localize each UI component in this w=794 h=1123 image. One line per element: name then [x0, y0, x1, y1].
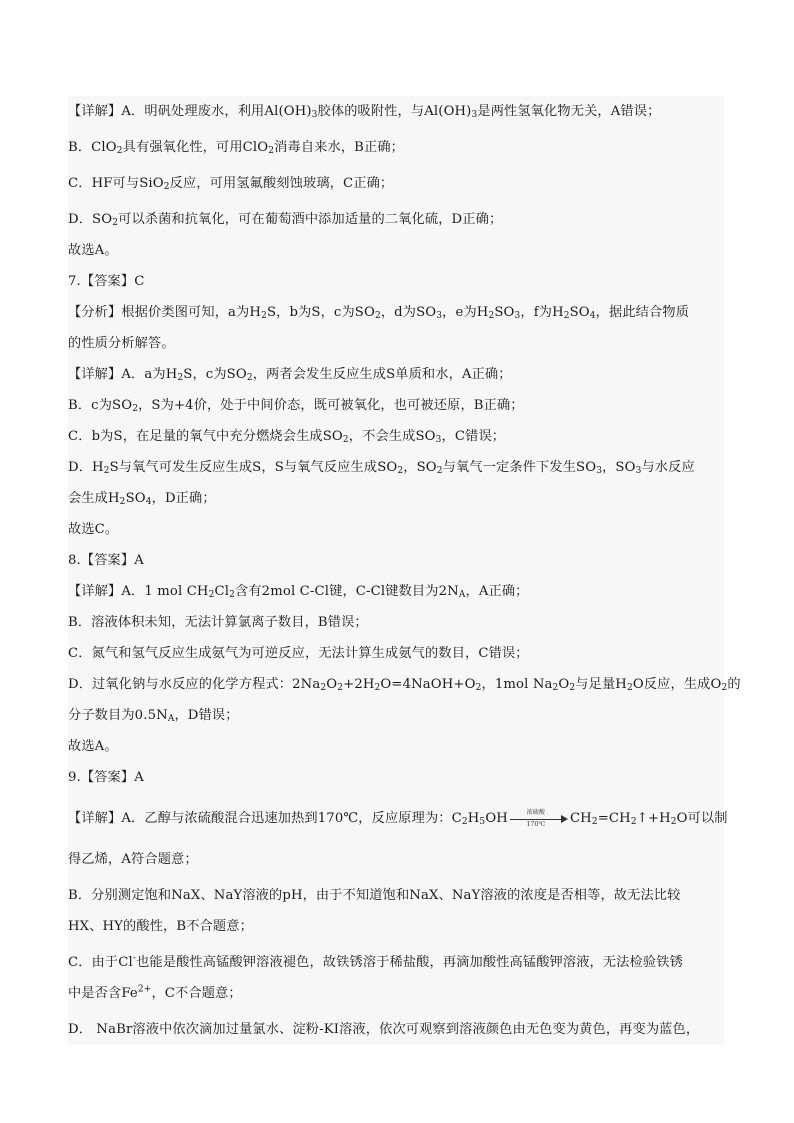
- subscript: 2: [342, 435, 349, 445]
- superscript: -: [132, 953, 137, 964]
- subscript: 2: [721, 683, 728, 693]
- text-line: [68, 607, 724, 638]
- text-segment: B．ClO: [68, 140, 117, 155]
- subscript: 2: [461, 817, 468, 827]
- text-segment: D．过氧化钠与水反应的化学方程式：2Na: [68, 677, 321, 692]
- subscript: 3: [596, 466, 603, 476]
- subscript: 2: [119, 497, 126, 507]
- text-segment: +2H: [343, 677, 375, 692]
- text-segment: 具有强氧化性，可用ClO: [122, 140, 269, 155]
- text-segment: SO: [569, 305, 590, 320]
- text-line: [68, 638, 724, 669]
- subscript: 2: [374, 683, 381, 693]
- text-segment: 与足量H: [575, 677, 627, 692]
- text-line: [68, 132, 724, 163]
- text-segment: D． NaBr溶液中依次滴加过量氯水、淀粉-KI溶液，依次可观察到溶液颜色由无色变为黄色，再变为蓝色，: [68, 1022, 700, 1037]
- text-segment: 7.【答案】C: [68, 274, 145, 289]
- text-segment: 【详解】A．乙醇与浓硫酸混合迅速加热到170℃，反应原理为：C: [68, 811, 462, 826]
- subscript: A: [458, 590, 466, 600]
- text-segment: 消毒自来水，B正确；: [274, 140, 405, 155]
- text-segment: SO: [494, 305, 515, 320]
- subscript: 2: [569, 683, 576, 693]
- text-segment: 8.【答案】A: [68, 553, 144, 568]
- subscript: 3: [514, 311, 521, 321]
- text-segment: SO: [125, 491, 146, 506]
- subscript: 2: [670, 817, 677, 827]
- text-segment: 也能是酸性高锰酸钾溶液褪色，故铁锈溶于稀盐酸，再滴加酸性高锰酸钾溶液，无法检验铁锈: [136, 955, 683, 970]
- text-segment: 的: [727, 677, 741, 692]
- text-line: [68, 731, 724, 762]
- text-segment: C．HF可与SiO: [68, 176, 164, 191]
- subscript: A: [167, 714, 175, 724]
- text-segment: B．溶液体积未知，无法计算氯离子数目，B错误；: [68, 615, 368, 630]
- text-segment: 【详解】A．1 mol CH: [68, 584, 209, 599]
- subscript: 2: [337, 683, 344, 693]
- subscript: 3: [436, 311, 443, 321]
- subscript: 4: [589, 311, 596, 321]
- subscript: 2: [208, 590, 215, 600]
- text-segment: O可以制: [676, 811, 728, 826]
- subscript: 2: [488, 311, 495, 321]
- text-segment: 反应，可用氢氟酸刻蚀玻璃，C正确；: [169, 176, 394, 191]
- text-segment: O: [558, 677, 570, 692]
- subscript: 2: [261, 311, 267, 321]
- text-line: [68, 947, 724, 978]
- subscript: 2: [246, 373, 253, 383]
- text-line: [68, 880, 724, 911]
- subscript: 2: [177, 373, 184, 383]
- text-segment: ，d为SO: [380, 305, 437, 320]
- text-segment: Cl: [214, 584, 230, 599]
- subscript: 3: [435, 435, 442, 445]
- text-line: [68, 96, 724, 127]
- text-segment: OH: [485, 811, 508, 826]
- text-line: [68, 844, 724, 875]
- text-segment: C．氮气和氢气反应生成氨气为可逆反应，无法计算生成氨气的数目，C错误；: [68, 646, 529, 661]
- reaction-arrow-icon: [510, 808, 568, 828]
- text-segment: ，D错误；: [174, 708, 239, 723]
- text-segment: C．由于Cl: [68, 955, 133, 970]
- text-line: [68, 359, 724, 390]
- subscript: 2: [397, 466, 404, 476]
- text-line: [68, 390, 724, 421]
- text-segment: 含有2mol C-Cl键，C-Cl键数目为2N: [234, 584, 459, 599]
- text-segment: 故选A。: [68, 243, 118, 258]
- text-segment: 中是否含Fe: [68, 986, 138, 1001]
- text-line: [68, 911, 724, 942]
- document-body: [68, 96, 741, 1045]
- text-segment: ，C错误；: [441, 429, 506, 444]
- text-segment: 与水反应: [641, 460, 695, 475]
- subscript: 3: [471, 110, 478, 120]
- text-line: [68, 669, 741, 700]
- text-line: [68, 978, 724, 1009]
- text-segment: S，b为S，c为SO: [266, 305, 375, 320]
- text-segment: 与氧气一定条件下发生SO: [442, 460, 597, 475]
- subscript: 3: [635, 466, 642, 476]
- text-segment: 【详解】A．a为H: [68, 367, 178, 382]
- text-segment: ，SO: [602, 460, 636, 475]
- subscript: 2: [112, 218, 119, 228]
- text-segment: =CH: [597, 811, 631, 826]
- text-segment: 故选A。: [68, 739, 118, 754]
- subscript: 2: [563, 311, 570, 321]
- text-segment: 故选C。: [68, 522, 119, 537]
- text-segment: S与氧气可发生反应生成S，S与氧气反应生成SO: [109, 460, 398, 475]
- text-segment: HX、HY的酸性，B不合题意；: [68, 919, 253, 934]
- text-line: [68, 700, 724, 731]
- text-line: [68, 328, 724, 359]
- subscript: 2: [591, 817, 598, 827]
- arrow-condition-above: 浓硫酸: [526, 808, 546, 816]
- subscript: 2: [268, 146, 275, 156]
- text-line: [68, 483, 724, 514]
- text-segment: ，C不合题意；: [151, 986, 242, 1001]
- subscript: 2: [374, 311, 381, 321]
- subscript: 2: [436, 466, 443, 476]
- text-line: [68, 204, 724, 235]
- subscript: 2: [475, 683, 482, 693]
- text-segment: C．b为S，在足量的氧气中充分燃烧会生成SO: [68, 429, 343, 444]
- text-segment: 会生成H: [68, 491, 120, 506]
- text-segment: ，据此结合物质: [595, 305, 690, 320]
- text-segment: 9.【答案】A: [68, 770, 144, 785]
- text-segment: B．分别测定饱和NaX、NaY溶液的pH，由于不知道饱和NaX、NaY溶液的浓度是否相等，故无法比较: [68, 888, 681, 903]
- text-segment: 可以杀菌和抗氧化，可在葡萄酒中添加适量的二氧化硫，D正确；: [118, 212, 503, 227]
- subscript: 2: [103, 466, 110, 476]
- text-line: [68, 803, 728, 834]
- text-segment: D．H: [68, 460, 104, 475]
- answer-heading: [68, 762, 724, 793]
- subscript: 2: [163, 182, 170, 192]
- text-segment: ，SO: [403, 460, 437, 475]
- text-segment: ，D正确；: [151, 491, 216, 506]
- text-line: [68, 576, 724, 607]
- subscript: 4: [145, 497, 152, 507]
- text-segment: B．c为SO: [68, 398, 133, 413]
- text-segment: ，f为H: [520, 305, 564, 320]
- answer-heading: [68, 266, 724, 297]
- text-line: [68, 1014, 724, 1045]
- text-segment: 得乙烯，A符合题意；: [68, 852, 198, 867]
- subscript: 2: [552, 683, 559, 693]
- subscript: 5: [479, 817, 486, 827]
- text-line: [68, 168, 724, 199]
- text-segment: 是两性氢氧化物无关，A错误；: [477, 104, 661, 119]
- text-segment: O=4NaOH+O: [380, 677, 476, 692]
- text-segment: ↑+H: [636, 811, 671, 826]
- subscript: 2: [320, 683, 327, 693]
- subscript: 2: [229, 590, 235, 600]
- text-segment: ，两者会发生反应生成S单质和水，A正确；: [252, 367, 512, 382]
- text-segment: 【分析】根据价类图可知，a为H: [68, 305, 262, 320]
- text-line: [68, 235, 724, 266]
- text-segment: O: [326, 677, 338, 692]
- text-segment: ，1mol Na: [481, 677, 553, 692]
- text-line: [68, 452, 724, 483]
- text-segment: 胶体的吸附性，与Al(OH): [317, 104, 472, 119]
- text-line: [68, 514, 724, 545]
- superscript: 2+: [137, 984, 152, 995]
- text-segment: 【详解】A．明矾处理废水，利用Al(OH): [68, 104, 312, 119]
- text-segment: O反应，生成O: [632, 677, 722, 692]
- text-segment: 的性质分析解答。: [68, 336, 175, 351]
- subscript: 2: [630, 817, 637, 827]
- text-segment: ，A正确；: [465, 584, 529, 599]
- text-line: [68, 421, 724, 452]
- text-segment: D．SO: [68, 212, 113, 227]
- text-segment: S，c为SO: [183, 367, 247, 382]
- text-segment: 分子数目为0.5N: [68, 708, 168, 723]
- subscript: 3: [311, 110, 318, 120]
- text-segment: CH: [569, 811, 592, 826]
- text-segment: ，S为+4价，处于中间价态，既可被氧化，也可被还原，B正确；: [138, 398, 524, 413]
- answer-heading: [68, 545, 724, 576]
- subscript: 2: [132, 404, 139, 414]
- text-line: [68, 297, 724, 328]
- text-segment: ，e为H: [442, 305, 489, 320]
- subscript: 2: [626, 683, 633, 693]
- subscript: 2: [116, 146, 123, 156]
- text-segment: H: [467, 811, 480, 826]
- text-segment: ，不会生成SO: [348, 429, 436, 444]
- arrow-condition-below: 170℃: [526, 820, 546, 828]
